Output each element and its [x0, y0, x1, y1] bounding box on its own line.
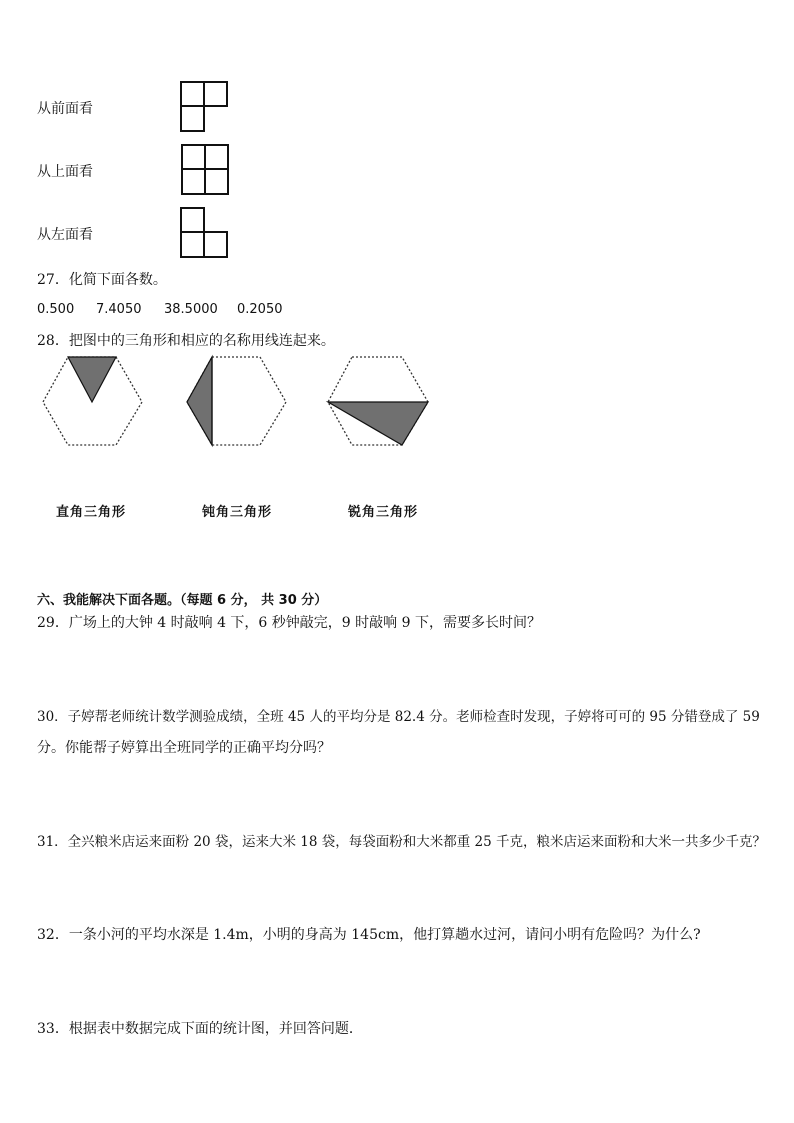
q27-number-3: 38.5000 — [164, 302, 218, 317]
left-view-grid-icon — [180, 207, 230, 259]
question-30-line-2: 分。你能帮子婷算出全班同学的正确平均分吗？ — [37, 740, 331, 756]
question-31: 31．全兴粮米店运来面粉 20 袋，运来大米 18 袋，每袋面粉和大米都重 25 千克，粮米店运来面粉和大米一共多少千克？ — [37, 834, 766, 850]
hexagon-figure-1 — [40, 355, 150, 450]
triangle-label-obtuse: 钝角三角形 — [202, 505, 273, 520]
question-30-line-1: 30．子婷帮老师统计数学测验成绩，全班 45 人的平均分是 82.4 分。老师检查时发现，子婷将可可的 95 分错登成了 59 — [37, 709, 760, 725]
q28-title: 28．把图中的三角形和相应的名称用线连起来。 — [37, 333, 335, 349]
question-29: 29．广场上的大钟 4 时敲响 4 下，6 秒钟敲完，9 时敲响 9 下，需要多长时间？ — [37, 615, 541, 631]
top-view-grid-icon — [181, 144, 231, 196]
hexagon-figure-3 — [326, 355, 436, 450]
q27-title: 27．化简下面各数。 — [37, 272, 167, 288]
triangle-label-right: 直角三角形 — [56, 505, 127, 520]
hexagon-figure-2 — [184, 355, 294, 450]
q27-number-4: 0.2050 — [237, 302, 283, 317]
triangle-label-acute: 锐角三角形 — [348, 505, 419, 520]
view-label-top: 从上面看 — [37, 164, 93, 180]
question-33: 33．根据表中数据完成下面的统计图，并回答问题． — [37, 1021, 363, 1037]
view-label-front: 从前面看 — [37, 101, 93, 117]
front-view-grid-icon — [180, 81, 230, 133]
view-label-left: 从左面看 — [37, 227, 93, 243]
question-32: 32．一条小河的平均水深是 1.4m，小明的身高为 145cm，他打算趟水过河，请问小明有危险吗？为什么? — [37, 927, 701, 943]
q27-number-1: 0.500 — [37, 302, 75, 317]
section-6-heading: 六、我能解决下面各题。（每题 6 分， 共 30 分） — [37, 593, 328, 608]
q27-number-2: 7.4050 — [96, 302, 142, 317]
